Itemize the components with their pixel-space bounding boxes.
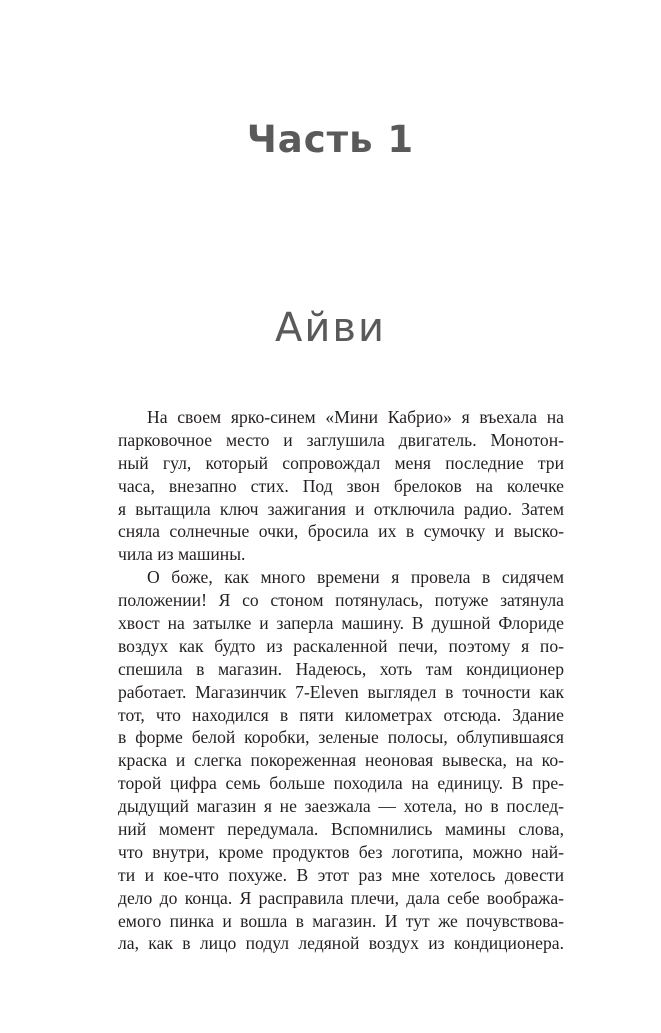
text-line: чила из машины. xyxy=(118,544,246,565)
text-line: ти и кое-что похуже. В этот раз мне хотелось довести xyxy=(118,864,564,885)
text-line: работает. Магазинчик 7-Eleven выглядел в точности как xyxy=(118,681,564,702)
text-line: часа, внезапно стих. Под звон брелоков на колечке xyxy=(118,475,564,496)
text-line: На своем ярко-синем «Мини Кабрио» я въехала на xyxy=(147,407,564,427)
text-line: я вытащила ключ зажигания и отключила радио. Затем xyxy=(118,498,564,519)
part-title: Часть 1 xyxy=(246,118,415,161)
text-line: спешила в магазин. Надеюсь, хоть там кондиционер xyxy=(118,658,564,679)
text-line: парковочное место и заглушила двигатель. Монотон- xyxy=(118,429,564,450)
paragraph-2 xyxy=(118,566,564,955)
body-text xyxy=(118,406,564,955)
text-line: торой цифра семь больше походила на единицу. В пре- xyxy=(118,773,564,794)
text-line: О боже, как много времени я провела в сидячем xyxy=(147,567,564,588)
text-line: ный гул, который сопровождал меня последние три xyxy=(118,452,564,473)
text-line: что внутри, кроме продуктов без логотипа, можно най- xyxy=(118,841,564,862)
text-line: ла, как в лицо подул ледяной воздух из кондиционера. xyxy=(118,933,564,954)
text-line: воздух как будто из раскаленной печи, поэтому я по- xyxy=(118,635,564,656)
text-line: хвост на затылке и заперла машину. В душной Флориде xyxy=(118,613,564,634)
text-line: тот, что находился в пяти километрах отсюда. Здание xyxy=(118,704,564,725)
text-line: емого пинка и вошла в магазин. И тут же почувствова- xyxy=(118,910,564,931)
text-line: ний момент передумала. Вспомнились мамины слова, xyxy=(118,819,564,840)
text-line: положении! Я со стоном потянулась, потуже затянула xyxy=(118,590,564,611)
text-line: краска и слегка покореженная неоновая вывеска, на ко- xyxy=(118,750,564,771)
chapter-title: Айви xyxy=(275,305,386,351)
text-line: дыдущий магазин я не заезжала — хотела, но в послед- xyxy=(118,796,564,817)
text-line: в форме белой коробки, зеленые полосы, облупившаяся xyxy=(118,727,564,748)
text-line: сняла солнечные очки, бросила их в сумочку и выско- xyxy=(118,521,564,542)
paragraph-1 xyxy=(118,406,564,566)
text-line: дело до конца. Я расправила плечи, дала себе вообража- xyxy=(118,887,564,908)
